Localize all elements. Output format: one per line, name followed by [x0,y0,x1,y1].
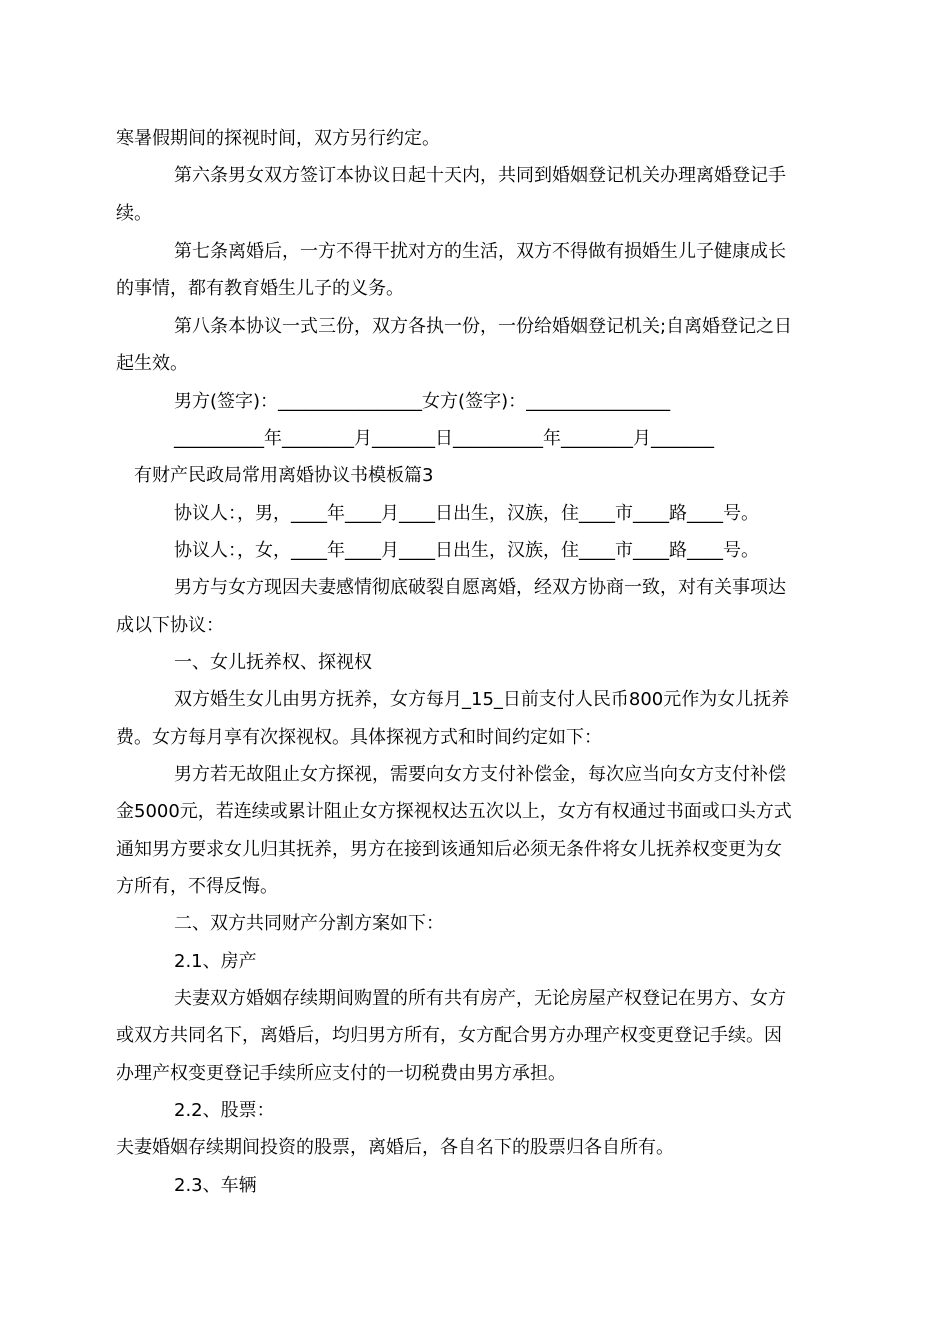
section-heading: 有财产民政局常用离婚协议书模板篇3 [134,465,434,486]
text-line: 寒暑假期间的探视时间，双方另行约定。 [116,128,440,149]
text-line: 男方与女方现因夫妻感情彻底破裂自愿离婚，经双方协商一致，对有关事项达 [174,577,786,598]
text-line: 金5000元，若连续或累计阻止女方探视权达五次以上，女方有权通过书面或口头方式 [116,801,792,822]
text-line: 第七条离婚后，一方不得干扰对方的生活，双方不得做有损婚生儿子健康成长 [174,241,786,262]
clause-heading: 二、双方共同财产分割方案如下： [174,913,444,934]
subclause-heading: 2.2、股票： [174,1100,275,1121]
subclause-heading: 2.1、房产 [174,951,257,972]
party-line-female: 协议人：，女，____年____月____日出生，汉族，住____市____路____号。 [174,540,759,561]
text-line: 或双方共同名下，离婚后，均归男方所有，女方配合男方办理产权变更登记手续。因 [116,1025,782,1046]
text-line: 男方若无故阻止女方探视，需要向女方支付补偿金，每次应当向女方支付补偿 [174,764,786,785]
text-line: 双方婚生女儿由男方抚养，女方每月_15_日前支付人民币800元作为女儿抚养 [174,689,790,710]
date-line: __________年________月_______日__________年________月_______ [174,428,714,449]
clause-heading: 一、女儿抚养权、探视权 [174,652,372,673]
text-line: 成以下协议： [116,615,224,636]
text-line: 通知男方要求女儿归其抚养，男方在接到该通知后必须无条件将女儿抚养权变更为女 [116,839,782,860]
subclause-heading: 2.3、车辆 [174,1175,257,1196]
text-line: 夫妻双方婚姻存续期间购置的所有共有房产，无论房屋产权登记在男方、女方 [174,988,786,1009]
text-line: 费。女方每月享有次探视权。具体探视方式和时间约定如下： [116,727,602,748]
signature-line: 男方(签字)：________________女方(签字)：________________ [174,391,671,412]
text-line: 的事情，都有教育婚生儿子的义务。 [116,278,404,299]
party-line-male: 协议人：，男，____年____月____日出生，汉族，住____市____路____号。 [174,503,759,524]
text-line: 夫妻婚姻存续期间投资的股票，离婚后，各自名下的股票归各自所有。 [116,1137,674,1158]
text-line: 第六条男女双方签订本协议日起十天内，共同到婚姻登记机关办理离婚登记手 [174,165,786,186]
text-line: 起生效。 [116,353,188,374]
text-line: 第八条本协议一式三份，双方各执一份，一份给婚姻登记机关;自离婚登记之日 [174,316,793,337]
text-line: 方所有，不得反悔。 [116,876,278,897]
text-line: 续。 [116,203,152,224]
text-line: 办理产权变更登记手续所应支付的一切税费由男方承担。 [116,1063,566,1084]
